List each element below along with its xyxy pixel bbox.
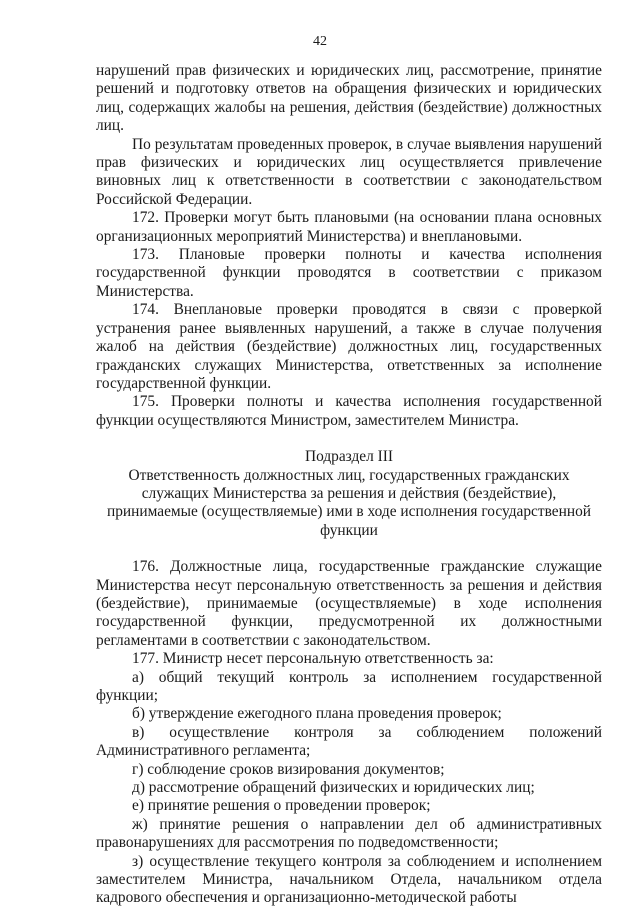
- subsection-heading: Ответственность должностных лиц, государственных гражданских служащих Министерства за решения и действия (бездействие), принимаемые (осуществляемые) ими в ходе исполнения государственной функции: [106, 466, 592, 539]
- list-item: ж) принятие решения о направлении дел об административных правонарушениях для рассмотрения по подведомственности;: [96, 815, 602, 852]
- paragraph-174: 174. Внеплановые проверки проводятся в связи с проверкой устранения ранее выявленных нарушений, а также в случае получения жалоб на действия (бездействие) должностных лиц, государственных гражданских служащих Министерства, ответственных за исполнение государственной функции.: [96, 301, 602, 392]
- list-item: з) осуществление текущего контроля за соблюдением и исполнением заместителем Министра, начальником Отдела, начальником отдела кадрового обеспечения и организационно-методической работы: [96, 852, 602, 907]
- list-item: е) принятие решения о проведении проверок;: [132, 797, 431, 815]
- paragraph-177: 177. Министр несет персональную ответственность за:: [132, 650, 494, 668]
- paragraph-173: 173. Плановые проверки полноты и качества исполнения государственной функции проводятся в соответствии с приказом Министерства.: [96, 246, 602, 300]
- list-item: в) осуществление контроля за соблюдением положений Административного регламента;: [96, 723, 602, 760]
- list-item: д) рассмотрение обращений физических и юридических лиц;: [132, 779, 535, 797]
- paragraph: нарушений прав физических и юридических лиц, рассмотрение, принятие решений и подготовку ответов на обращения физических и юридических лиц, содержащих жалобы на решения, действия (бездействие) должностных лиц.: [96, 62, 602, 135]
- list-item: г) соблюдение сроков визирования документов;: [132, 760, 445, 778]
- page-number: 42: [313, 34, 327, 49]
- list-item: б) утверждение ежегодного плана проведения проверок;: [132, 705, 502, 723]
- document-body: [96, 62, 602, 908]
- paragraph-176: 176. Должностные лица, государственные гражданские служащие Министерства несут персональную ответственность за решения и действия (бездействие), принимаемые (осуществляемые) в ходе исполнения государственной функции, предусмотренной их должностными регламентами в соответствии с законодательством.: [96, 558, 602, 649]
- paragraph-172: 172. Проверки могут быть плановыми (на основании плана основных организационных мероприятий Министерства) и внеплановыми.: [96, 209, 602, 245]
- subsection-label: Подраздел III: [304, 448, 394, 466]
- paragraph-175: 175. Проверки полноты и качества исполнения государственной функции осуществляются Министром, заместителем Министра.: [96, 393, 602, 429]
- paragraph: По результатам проведенных проверок, в случае выявления нарушений прав физических и юридических лиц осуществляется привлечение виновных лиц к ответственности в соответствии с законодательством Российской Федерации.: [96, 135, 602, 208]
- list-item: а) общий текущий контроль за исполнением государственной функции;: [96, 668, 602, 704]
